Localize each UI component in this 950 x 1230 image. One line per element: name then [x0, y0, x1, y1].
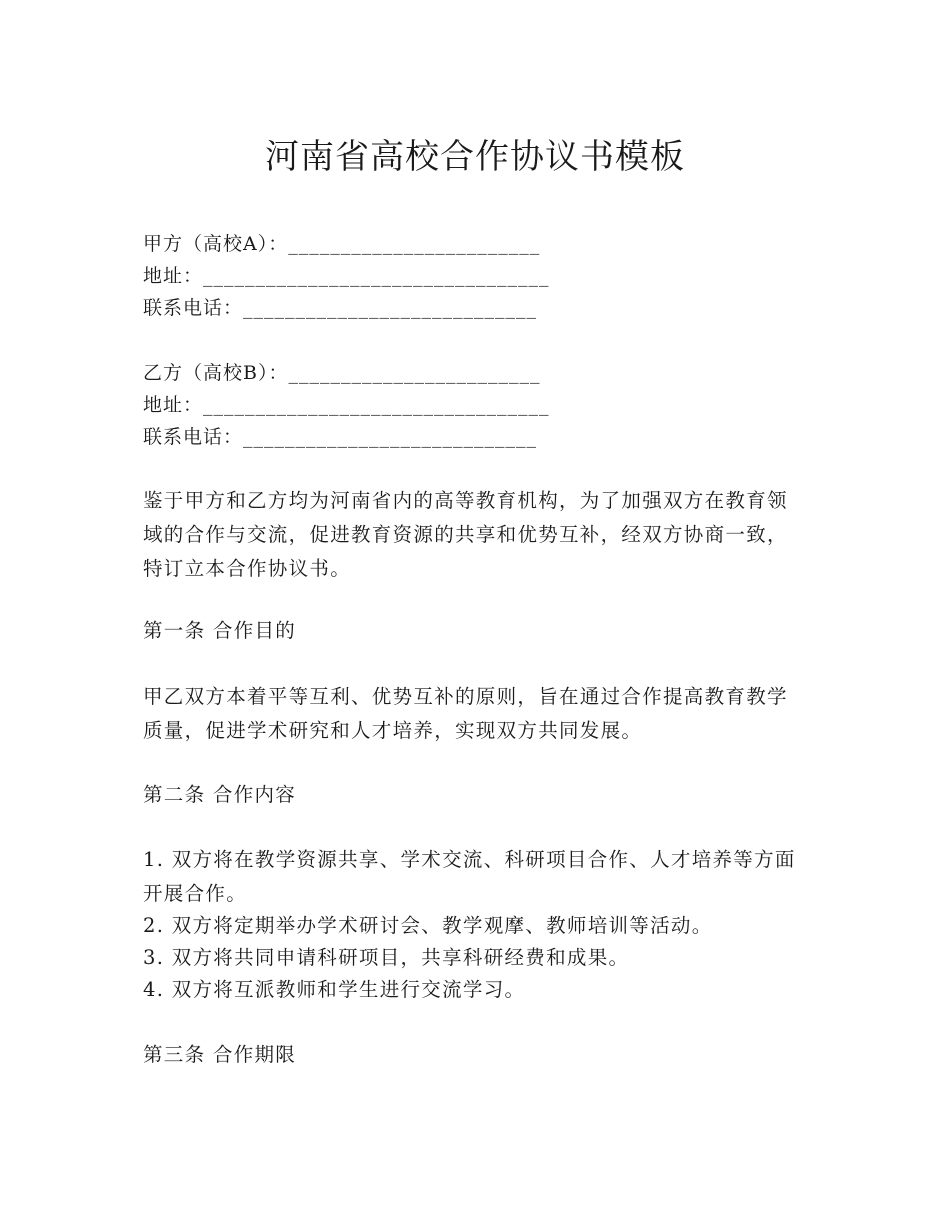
article-2-item: 2. 双方将定期举办学术研讨会、教学观摩、教师培训等活动。: [143, 914, 713, 937]
party-a-name-line: 甲方（高校A）：________________________: [143, 233, 541, 255]
document-title: 河南省高校合作协议书模板: [265, 137, 685, 177]
article-3-heading: 第三条 合作期限: [143, 1043, 297, 1066]
article-1-body: 甲乙双方本着平等互利、优势互补的原则，旨在通过合作提高教育教学质量，促进学术研究和人才培养，实现双方共同发展。: [143, 685, 788, 742]
party-b-address-line: 地址：_________________________________: [143, 394, 550, 416]
article-2-item: 3. 双方将共同申请科研项目，共享科研经费和成果。: [143, 946, 630, 969]
party-a-address-line: 地址：_________________________________: [143, 265, 550, 287]
preamble-paragraph: 鉴于甲方和乙方均为河南省内的高等教育机构，为了加强双方在教育领域的合作与交流，促进教育资源的共享和优势互补，经双方协商一致，特订立本合作协议书。: [143, 489, 788, 580]
party-a-phone-line: 联系电话：____________________________: [143, 297, 538, 319]
article-2-item: 4. 双方将互派教师和学生进行交流学习。: [143, 978, 526, 1001]
party-b-name-line: 乙方（高校B）：________________________: [143, 362, 541, 384]
article-2-heading: 第二条 合作内容: [143, 783, 297, 806]
article-2-item: 1. 双方将在教学资源共享、学术交流、科研项目合作、人才培养等方面开展合作。: [143, 848, 796, 905]
article-1-heading: 第一条 合作目的: [143, 619, 297, 642]
party-b-phone-line: 联系电话：____________________________: [143, 426, 538, 448]
